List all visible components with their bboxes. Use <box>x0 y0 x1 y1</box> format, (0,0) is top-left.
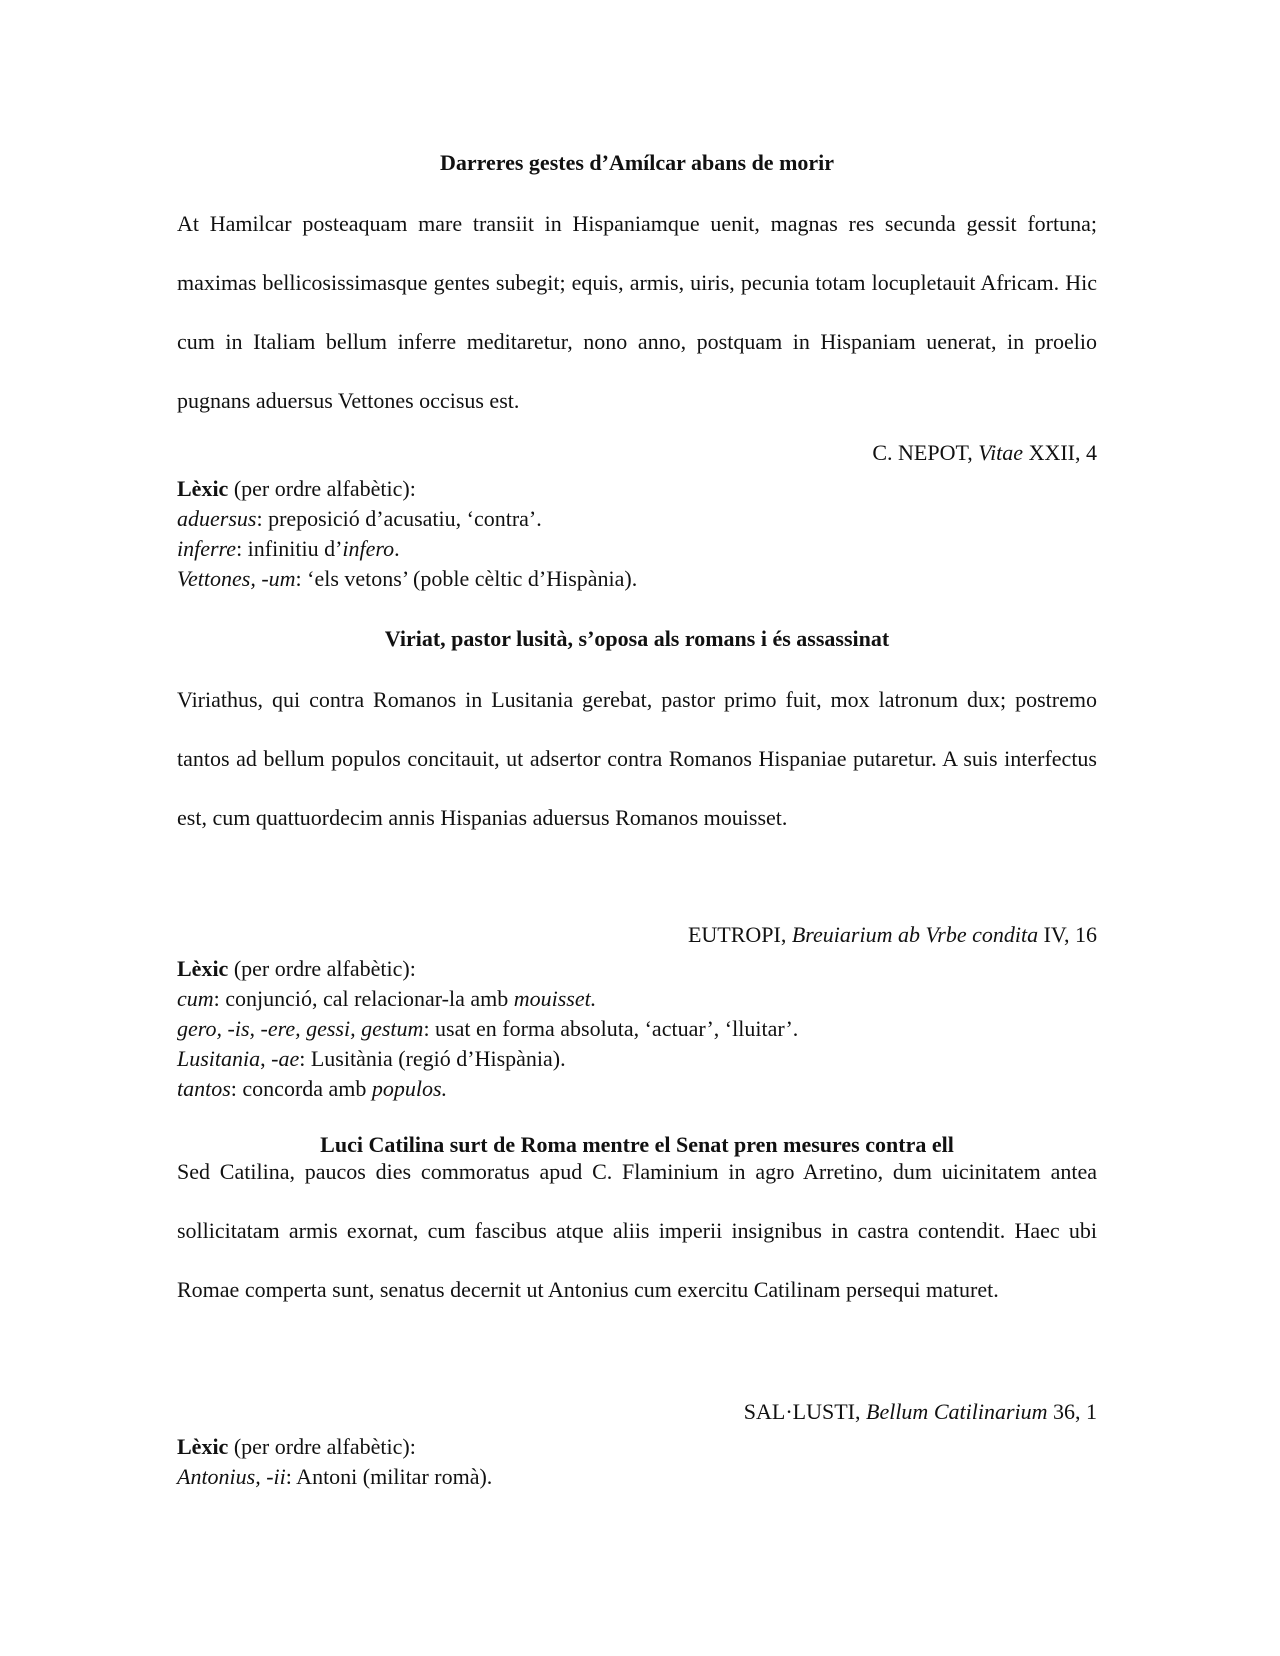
lexicon-entry: cum: conjunció, cal relacionar-la amb mouisset. <box>177 986 597 1011</box>
section-1-title: Darreres gestes d’Amílcar abans de morir <box>439 150 835 175</box>
section-2-text: Viriathus, qui contra Romanos in Lusitania gerebat, pastor primo fuit, mox latronum dux; postremo tantos ad bellum populos concitauit, ut adsertor contra Romanos Hispaniae putaretur. A suis interfectus est, cum quattuordecim annis Hispanias aduersus Romanos mouisset. <box>177 687 1097 830</box>
lexicon-heading: Lèxic (per ordre alfabètic): <box>177 476 416 501</box>
section-2-lexicon <box>177 954 1097 1104</box>
lexicon-entry: gero, -is, -ere, gessi, gestum: usat en forma absoluta, ‘actuar’, ‘lluitar’. <box>177 1016 799 1041</box>
section-3-text: Sed Catilina, paucos dies commoratus apud C. Flaminium in agro Arretino, dum uicinitatem antea sollicitatam armis exornat, cum fascibus atque aliis imperii insignibus in castra contendit. Haec ubi Romae comperta sunt, senatus decernit ut Antonius cum exercitu Catilinam persequi maturet. <box>177 1159 1097 1302</box>
section-2-source: EUTROPI, Breuiarium ab Vrbe condita IV, 16 <box>687 922 1097 947</box>
lexicon-entry: Lusitania, -ae: Lusitània (regió d’Hispània). <box>177 1046 566 1071</box>
lexicon-entry: Antonius, -ii: Antoni (militar romà). <box>177 1464 493 1489</box>
section-1-source: C. NEPOT, Vitae XXII, 4 <box>872 440 1097 465</box>
section-3-title: Luci Catilina surt de Roma mentre el Senat pren mesures contra ell <box>320 1132 954 1157</box>
lexicon-heading: Lèxic (per ordre alfabètic): <box>177 1434 416 1459</box>
section-1-text: At Hamilcar posteaquam mare transiit in Hispaniamque uenit, magnas res secunda gessit fortuna; maximas bellicosissimasque gentes subegit; equis, armis, uiris, pecunia totam locupletauit Africam. Hic cum in Italiam bellum inferre meditaretur, nono anno, postquam in Hispaniam uenerat, in proelio pugnans aduersus Vettones occisus est. <box>177 211 1097 413</box>
lexicon-entry: inferre: infinitiu d’infero. <box>177 536 400 561</box>
lexicon-entry: tantos: concorda amb populos. <box>177 1076 448 1101</box>
section-3-source: SAL·LUSTI, Bellum Catilinarium 36, 1 <box>743 1399 1097 1424</box>
lexicon-entry: aduersus: preposició d’acusatiu, ‘contra’. <box>177 506 542 531</box>
section-3-lexicon <box>177 1432 1097 1492</box>
section-2-title: Viriat, pastor lusità, s’oposa als romans i és assassinat <box>384 626 890 651</box>
lexicon-entry: Vettones, -um: ‘els vetons’ (poble cèltic d’Hispània). <box>177 566 638 591</box>
lexicon-heading: Lèxic (per ordre alfabètic): <box>177 956 416 981</box>
section-1-lexicon <box>177 474 1097 594</box>
